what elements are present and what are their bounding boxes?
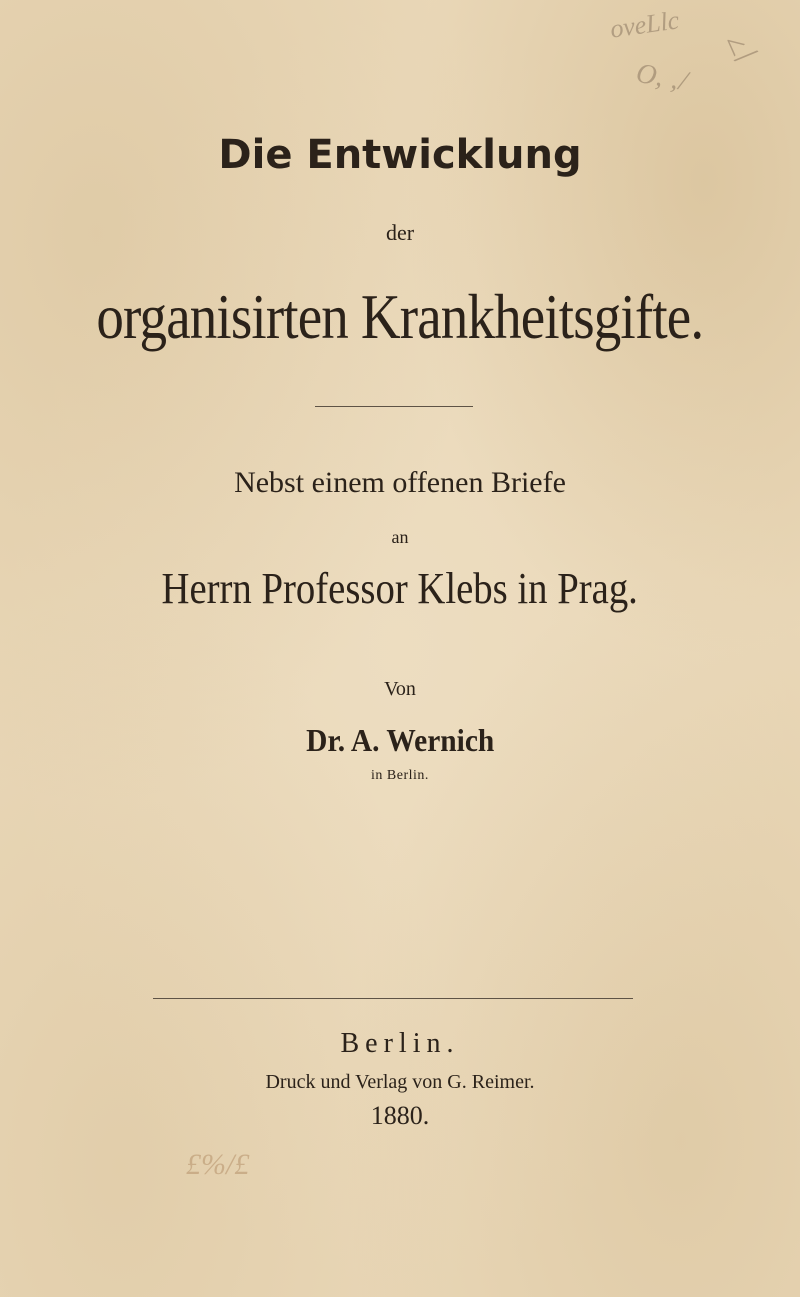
author-name: Dr. A. Wernich <box>305 722 495 758</box>
by-label: Von <box>384 678 416 700</box>
title-main: Die Entwicklung <box>218 132 582 178</box>
imprint-year: 1880. <box>370 1101 430 1130</box>
bleed-through-mark: oveLlc <box>608 5 681 44</box>
divider-bottom <box>153 998 633 999</box>
divider-top <box>315 406 473 407</box>
title-subject-row <box>0 280 800 354</box>
imprint-publisher: Druck und Verlag von G. Reimer. <box>265 1071 535 1093</box>
author-location: in Berlin. <box>371 768 429 783</box>
bleed-through-mark: </ <box>712 24 761 74</box>
title-connector: der <box>385 220 415 245</box>
subtitle-connector: an <box>391 527 409 547</box>
subtitle-recipient: Herrn Professor Klebs in Prag. <box>161 564 639 613</box>
bleed-through-mark: O, ‚/ <box>633 57 690 98</box>
imprint-city: Berlin. <box>340 1028 460 1059</box>
subtitle-recipient-row <box>0 563 800 614</box>
title-subject: organisirten Krankheitsgifte. <box>96 281 704 352</box>
author-row <box>0 722 800 759</box>
bleed-through-mark: £%/£ <box>186 1148 250 1181</box>
subtitle-letter: Nebst einem offenen Briefe <box>234 466 566 499</box>
